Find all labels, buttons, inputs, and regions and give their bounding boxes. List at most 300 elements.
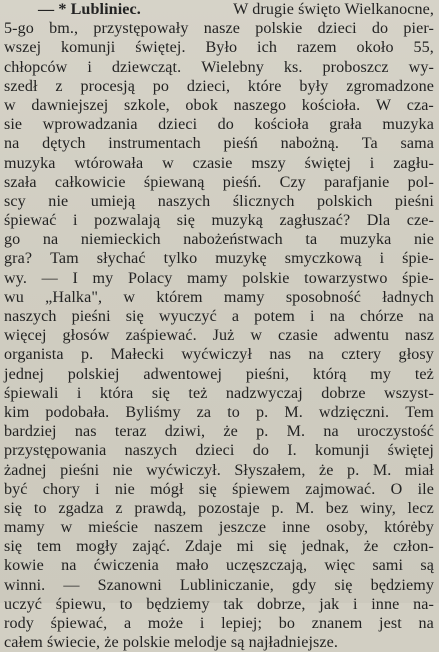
word: w [123,288,136,306]
word: winy, [360,499,396,517]
word: śpie- [402,269,434,287]
word: wdzięczni. [318,403,390,421]
word: winni. [4,576,46,594]
article-column [4,0,434,652]
word: Czy [279,173,306,191]
article-line [4,134,434,153]
word: lepiej; [221,615,263,632]
word: ćwiczenia [93,557,159,575]
word: nie [413,231,434,249]
word: i [87,58,92,76]
word: w [60,519,73,537]
word: po [152,77,170,95]
word: proboszcz [322,58,389,76]
article-line [4,365,434,384]
word: przystępowania [4,442,107,460]
article-line [4,249,434,268]
word: śpiewem [232,480,291,498]
word: sama [400,135,434,153]
word: bez [325,499,349,517]
word: śpiewali [4,384,59,402]
word: pieśń [223,135,258,153]
word: go [4,231,21,249]
word: chórze [360,308,404,325]
word: szała [4,173,37,191]
article-line [4,326,434,345]
word: tylko [163,250,198,268]
word: — [41,269,58,287]
word: Ta [361,135,378,153]
word: którą [312,365,347,383]
article-last-line: całem świecie, że polskie melodje są najładniejsze. [4,634,338,652]
word: dziewcząt. [111,58,182,76]
word: się [176,212,195,230]
word: jednak, [301,538,350,556]
word: a [123,615,132,632]
word: to [33,499,47,517]
word: „Halka", [45,288,103,306]
article-line [4,556,434,575]
article-line [4,480,434,499]
word: wy. [4,269,27,287]
word: 5-go [4,20,34,38]
word: czasie [277,327,318,345]
word: cza- [406,96,434,114]
word: były [299,77,329,95]
word: chory [42,480,80,498]
word: polskie [242,269,290,287]
word: M. [284,403,303,421]
word: wtórowała [74,154,144,172]
word: dzieci [317,20,357,38]
word: są [420,557,434,575]
word: pozwalają [94,212,161,230]
word: M. [372,461,392,479]
word: muzyka [382,116,434,134]
word: mieście [88,519,139,537]
word: muzyka [4,154,56,172]
word: wu [4,288,24,306]
article-line [4,384,434,403]
word: świętej. [135,39,186,57]
word: się [151,384,170,402]
article-line [4,269,434,288]
word: i [73,212,78,230]
word: i [309,308,315,325]
article-line [4,441,434,460]
word: adwentowej [143,365,223,383]
word: naszego [233,96,287,114]
word: dzieci [158,116,198,134]
word: szkole, [123,96,170,114]
word: komunji [315,442,370,460]
word: polskie [255,20,303,38]
word: kowie [4,557,44,575]
word: razem [296,39,337,57]
word: głosy [398,346,434,364]
word: jeszcze [218,519,267,537]
word: zagłuszać? [279,212,351,230]
word: nas [269,346,292,364]
word: dzieci, [186,77,231,95]
word: inne [282,519,311,537]
word: na [329,308,345,325]
word: się [4,499,23,517]
word: jak [319,595,340,613]
word: scy [4,192,26,210]
word: bm., [49,20,79,38]
word: towarzystwo [304,269,388,287]
word: smyczkową [284,250,362,268]
word: czasie [192,154,233,172]
word: O [390,480,403,498]
word: p. [80,346,94,364]
word: i [352,595,358,613]
word: tem [36,538,62,556]
article-line [4,77,434,96]
word: wyćwiczył [181,346,253,364]
word: śpiewać, [50,615,108,632]
word: będziemy [370,576,434,594]
word: sie [4,116,23,134]
word: rody [4,615,34,632]
word: może [147,615,184,632]
word: znanem [311,615,363,632]
word: też [188,384,208,402]
word: z [55,77,63,95]
word: cze- [406,212,434,230]
word: to [119,595,133,613]
word: nie [114,480,135,498]
word: za [196,403,212,421]
word: nie [112,461,133,479]
word: się [4,538,23,556]
word: nabożną. [280,135,340,153]
article-line [4,96,434,115]
word: uczyć [4,595,43,613]
word: my [92,269,114,287]
word: zajmować. [305,480,376,498]
word: podobała. [45,403,110,421]
article-line [4,518,434,537]
word: pieśni [71,308,111,325]
word: mało [176,557,209,575]
word: i [379,250,385,268]
word: obok [185,96,218,114]
word: mamy [223,288,265,306]
word: pieśń. [222,173,262,191]
word: do [217,116,234,134]
word: 55, [413,39,434,57]
word: nasze [203,20,240,38]
word: W [375,96,392,114]
word: do [371,20,389,38]
word: parafjanie [324,173,390,191]
word: polskich [317,192,373,210]
article-line [4,19,434,38]
word: na [61,557,77,575]
word: mi [236,538,254,556]
word: się [334,576,353,594]
word: pieśni [394,192,434,210]
word: bo [278,615,296,632]
word: świętej [304,154,351,172]
word: p. [271,499,284,517]
word: p. [255,403,269,421]
word: wyuczyć [158,308,217,325]
word: więcej [4,327,47,345]
word: żadnej [4,461,47,479]
word: wy- [408,58,434,76]
word: przystępowały [93,20,189,38]
article-line [4,345,434,364]
word: adwentu [333,327,390,345]
word: Tam [50,250,79,268]
word: gra? [4,250,33,268]
word: wszej [4,39,42,57]
word: na [323,423,339,441]
word: którėby [384,519,434,537]
word: teraz [114,423,147,441]
word: chłopców [4,58,68,76]
word: z [115,499,123,517]
word: na [308,346,324,364]
article-line [4,211,434,230]
word: więc [324,557,356,575]
word: Dla [366,212,391,230]
word: nabożeństwach [183,231,283,249]
word: ślicznych [232,192,295,210]
word: sami [372,557,404,575]
word: dobrze, [257,595,306,613]
article-line [4,154,434,173]
word: też [414,365,434,383]
word: a [231,308,240,325]
word: Wielebny [201,58,264,76]
article-line [4,192,434,211]
word: I [72,269,78,287]
word: około [356,39,394,57]
word: jest [379,615,402,632]
word: do [252,442,269,460]
article-line [4,403,434,422]
word: naszych [157,192,211,210]
word: dzieci [195,442,235,460]
word: naszych [4,308,57,325]
word: pier- [403,20,434,38]
article-line [4,58,434,77]
word: na [4,135,20,153]
word: pieśni, [245,365,290,383]
word: my [370,365,392,383]
article-line [4,115,434,134]
word: Słyszałem, [234,461,306,479]
word: zająć. [132,538,171,556]
word: mamy [4,519,45,537]
word: grała [329,116,362,134]
word: na [42,231,59,249]
word: się [268,538,287,556]
word: i [369,154,375,172]
word: cztery [341,346,382,364]
word: mogły [76,538,118,556]
word: pozostaje [198,499,260,517]
word: wprowadzania [42,116,138,134]
word: uczęszczają, [225,557,308,575]
article-line [4,576,434,595]
word: ładnych [382,288,434,306]
word: muzyka [339,231,392,249]
word: uroczystość [356,423,434,441]
word: i [76,384,82,402]
word: że [363,538,379,556]
word: jednej [4,365,44,383]
word: nas [74,423,97,441]
word: świętej [387,442,434,460]
word: ta [305,231,318,249]
word: dawniejszej [31,96,109,114]
article-line [4,537,434,556]
word: instrumentach [108,135,201,153]
word: pol- [407,173,434,191]
article-line [4,288,434,307]
word: organista [4,346,64,364]
word: Lubliniczanie, [179,576,274,594]
article-first-line-text: W drugie święto Wielkanocne, [233,1,434,18]
word: M. [295,499,315,517]
word: Zdaje [184,538,222,556]
word: mamy [187,269,228,287]
word: tak [223,595,244,613]
word: śpie- [402,250,434,268]
word: nasz [404,327,434,345]
word: w [4,96,16,114]
word: Było [205,39,238,57]
article-line [4,614,434,633]
word: naszych [124,442,178,460]
word: że [319,461,334,479]
article-first-line [4,0,434,19]
article-line [4,230,434,249]
word: bardziej [4,423,57,441]
word: dobrze [321,384,366,402]
word: Szanowni [97,576,162,594]
word: Polacy [127,269,173,287]
word: całkowicie [54,173,126,191]
word: dętych [42,135,86,153]
word: śpiewać [4,212,57,230]
word: Małecki [110,346,165,364]
word: zgadza [58,499,104,517]
word: — [63,576,80,594]
word: naszem [154,519,203,537]
word: w [250,327,263,345]
word: osoby, [326,519,369,537]
word: p. [347,461,360,479]
word: na [418,308,434,325]
word: wszyst- [384,384,434,402]
word: i [95,480,100,498]
word: się [198,480,217,498]
word: na- [413,595,434,613]
word: które [247,77,282,95]
word: gdy [291,576,317,594]
word: którem [156,288,203,306]
word: kościoła [254,116,309,134]
word: procesją [80,77,135,95]
word: szedł [4,77,38,95]
word: niemieckich [80,231,161,249]
word: Byliśmy [125,403,181,421]
word: człon- [393,538,434,556]
word: muzyką [211,212,263,230]
word: inne [371,595,400,613]
word: się [125,308,144,325]
word: słychać [96,250,146,268]
word: p. [256,423,269,441]
word: śpiewu, [55,595,107,613]
word: i [199,615,205,632]
word: że [223,423,238,441]
word: ile [417,480,434,498]
word: mógł [150,480,184,498]
word: Tem [405,403,434,421]
word: wyćwiczył. [146,461,221,479]
word: być [4,480,28,498]
word: komunji [61,39,116,57]
article-line [4,422,434,441]
word: M. [286,423,306,441]
word: polskiej [67,365,120,383]
article-line [4,499,434,518]
word: muzykę [215,250,267,268]
word: nie [48,192,69,210]
word: lecz [407,499,434,517]
word: sposobność [285,288,362,306]
word: ks. [283,58,303,76]
word: zaśpiewać. [125,327,197,345]
word: dziwi, [164,423,206,441]
word: ich [257,39,277,57]
word: zgromadzone [346,77,434,95]
article-line [4,595,434,614]
word: mszy [251,154,286,172]
word: śpiewaną [143,173,205,191]
word: zagłu- [393,154,434,172]
article-line [4,307,434,326]
word: kim [4,403,30,421]
article-heading: — * Lubliniec. [38,1,141,18]
article-line [4,38,434,57]
word: kościoła. [301,96,361,114]
word: głosów [62,327,110,345]
article-line [4,173,434,192]
word: miał [404,461,434,479]
word: to [227,403,240,421]
word: potem [254,308,295,325]
word: Już [212,327,235,345]
word: w [162,154,174,172]
word: na [418,615,434,632]
word: która [99,384,134,402]
word: będziemy [146,595,210,613]
article-line [4,461,434,480]
word: prawdą, [134,499,187,517]
word: I. [287,442,297,460]
word: umieją [90,192,136,210]
word: nadzwyczaj [225,384,303,402]
word: pieśni [60,461,100,479]
